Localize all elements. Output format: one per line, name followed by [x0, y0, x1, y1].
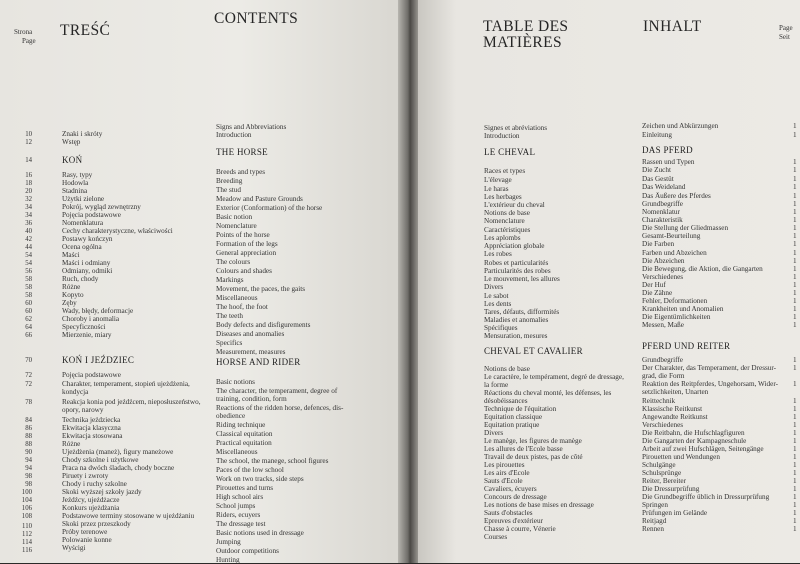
toc-entry-pl: opory, narowy — [62, 406, 104, 414]
toc-entry-de: Rassen und Typen — [642, 158, 695, 166]
toc-entry-de: Fehler, Deformationen — [642, 297, 708, 305]
cropped-page-number: 1 — [793, 356, 797, 364]
toc-entry-pl: Wstęp — [62, 138, 81, 146]
cropped-page-number: 1 — [793, 257, 797, 265]
toc-entry-fr: Les allures de l'Ecole basse — [484, 445, 563, 453]
toc-entry-en: The dressage test — [216, 520, 266, 528]
toc-entry-fr: Les airs d'Ecole — [484, 469, 530, 477]
toc-entry-fr: Les robes — [484, 250, 512, 258]
toc-entry-en: The school, the manege, school figures — [216, 457, 329, 465]
toc-entry-en: Nomenclature — [216, 222, 257, 230]
toc-entry-de: setzlichkeiten, Unarten — [642, 388, 709, 396]
toc-entry-en: training, condition, form — [216, 395, 287, 403]
cropped-page-number: 1 — [793, 525, 797, 533]
toc-entry-pl: Charakter, temperament, stopień ujeżdżenia, — [62, 380, 190, 388]
toc-entry-de: Die Reitbahn, die Hufschlagfiguren — [642, 429, 745, 437]
toc-entry-fr: L'extérieur du cheval — [484, 201, 545, 209]
cropped-page-number: 1 — [793, 240, 797, 248]
section-title-fr: LE CHEVAL — [484, 147, 536, 157]
book-spine — [398, 0, 420, 563]
toc-entry-de: Zeichen und Abkürzungen — [642, 122, 719, 130]
toc-entry-pl: Znaki i skróty — [62, 130, 103, 138]
toc-entry-de: Farben und Abzeichen — [642, 249, 707, 257]
toc-entry-pl: Kopyto — [62, 291, 84, 299]
page-number: 106 — [21, 505, 32, 512]
toc-entry-de: Verschiedenes — [642, 273, 684, 281]
page-number: 54 — [25, 260, 32, 267]
page-number: 40 — [25, 228, 32, 235]
toc-entry-en: Diseases and anomalies — [216, 330, 285, 338]
toc-entry-pl: Hodowla — [62, 179, 89, 187]
page-number: 64 — [25, 324, 32, 331]
cropped-page-number: 1 — [793, 175, 797, 183]
toc-entry-pl: Reakcja konia pod jeźdźcem, nieposłuszeństwo, — [62, 398, 201, 406]
toc-entry-fr: la forme — [484, 381, 509, 389]
cropped-page-number: 1 — [793, 461, 797, 469]
toc-entry-fr: Appréciation globale — [484, 242, 545, 250]
page-number: 44 — [25, 244, 32, 251]
toc-entry-pl: Różne — [62, 440, 81, 448]
toc-entry-fr: Concours de dressage — [484, 493, 547, 501]
toc-entry-de: Grundbegriffe — [642, 356, 683, 364]
toc-entry-de: Die Farben — [642, 240, 675, 248]
page-number: 58 — [25, 292, 32, 299]
cropped-page-number: 1 — [793, 477, 797, 485]
page-number: 32 — [25, 196, 32, 203]
toc-entry-pl: Podstawowe terminy stosowane w ujeżdżaniu — [62, 512, 195, 520]
cropped-page-number: 1 — [793, 183, 797, 191]
toc-entry-fr: Divers — [484, 283, 504, 291]
page-number: 72 — [25, 381, 32, 388]
cropped-page-number: 1 — [793, 469, 797, 477]
toc-entry-fr: Tares, défauts, difformités — [484, 308, 560, 316]
toc-entry-pl: Chody i ruchy szkolne — [62, 480, 127, 488]
section-title-de: DAS PFERD — [642, 145, 693, 155]
heading-matieres: MATIÈRES — [483, 34, 562, 51]
cropped-page-number: 1 — [793, 224, 797, 232]
page-number: 104 — [21, 497, 32, 504]
toc-entry-fr: Le mouvement, les allures — [484, 275, 560, 283]
page-number: 78 — [25, 399, 32, 406]
page-number: 58 — [25, 284, 32, 291]
toc-entry-pl: Stadnina — [62, 187, 88, 195]
toc-entry-en: General appreciation — [216, 249, 277, 257]
toc-entry-pl: Ocena ogólna — [62, 243, 102, 251]
toc-entry-de: Die Grundbegriffe üblich in Dressurprüfung — [642, 493, 770, 501]
cropped-page-number: 1 — [793, 208, 797, 216]
cropped-page-number: 1 — [793, 131, 797, 139]
toc-entry-pl: Praca na dwóch śladach, chody boczne — [62, 464, 175, 472]
toc-entry-fr: Les dents — [484, 300, 512, 308]
toc-entry-pl: Różne — [62, 283, 81, 291]
cropped-page-number: 1 — [793, 453, 797, 461]
toc-entry-pl: Skoki wyższej szkoły jazdy — [62, 488, 142, 496]
toc-entry-fr: Chasse à courre, Vénerie — [484, 525, 556, 533]
toc-entry-de: Verschiedenes — [642, 421, 684, 429]
toc-entry-de: Einleitung — [642, 131, 672, 139]
toc-entry-fr: Travail de deux pistes, pas de côté — [484, 453, 583, 461]
toc-entry-de: Reiter, Bereiter — [642, 477, 687, 485]
toc-entry-en: Body defects and disfigurements — [216, 321, 311, 329]
toc-entry-fr: Les pirouettes — [484, 461, 525, 469]
toc-entry-en: Formation of the legs — [216, 240, 278, 248]
toc-entry-en: Riding technique — [216, 421, 266, 429]
cropped-page-number: 1 — [793, 273, 797, 281]
toc-entry-fr: Divers — [484, 429, 504, 437]
toc-entry-en: Movement, the paces, the gaits — [216, 285, 306, 293]
toc-entry-en: The character, the temperament, degree of — [216, 387, 338, 395]
toc-entry-pl: Skoki przez przeszkody — [62, 520, 131, 528]
cropped-page-number: 1 — [793, 232, 797, 240]
toc-entry-en: Introduction — [216, 131, 252, 139]
toc-entry-de: Die Stellung der Gliedmassen — [642, 224, 729, 232]
toc-entry-en: Colours and shades — [216, 267, 272, 275]
toc-entry-pl: Wady, błędy, deformacje — [62, 307, 134, 315]
toc-entry-de: Gesamt-Beurteilung — [642, 232, 701, 240]
toc-entry-pl: Cechy charakterystyczne, właściwości — [62, 227, 173, 235]
toc-entry-de: Springen — [642, 501, 668, 509]
toc-entry-en: Riders, ecuyers — [216, 511, 261, 519]
toc-entry-en: Basic notions used in dressage — [216, 529, 304, 537]
toc-entry-en: Signs and Abbreviations — [216, 123, 287, 131]
page-number: 100 — [21, 489, 32, 496]
page-number: 114 — [22, 539, 32, 546]
toc-entry-de: Krankheiten und Anomalien — [642, 305, 724, 313]
page-number: 86 — [25, 425, 32, 432]
toc-entry-de: Grundbegriffe — [642, 200, 683, 208]
toc-entry-de: Der Charakter, das Temperament, der Dressur- — [642, 364, 777, 372]
toc-entry-pl: Konkurs ujeżdżania — [62, 504, 120, 512]
toc-entry-en: The teeth — [216, 312, 243, 320]
toc-entry-de: grad, die Form — [642, 372, 685, 380]
section-title-en: HORSE AND RIDER — [216, 357, 301, 367]
page-number: 94 — [25, 457, 32, 464]
toc-entry-pl: Specyficzności — [62, 323, 106, 331]
toc-entry-fr: Introduction — [484, 132, 520, 140]
section-title-pl: KOŃ — [62, 155, 83, 165]
toc-entry-fr: Epreuves d'extérieur — [484, 517, 543, 525]
toc-entry-en: Meadow and Pasture Grounds — [216, 195, 303, 203]
cropped-page-number: 1 — [793, 437, 797, 445]
cropped-page-number: 1 — [793, 445, 797, 453]
toc-entry-en: Specifics — [216, 339, 243, 347]
page-number: 56 — [25, 268, 32, 275]
toc-entry-fr: Caractéristiques — [484, 226, 531, 234]
toc-entry-en: Miscellaneous — [216, 448, 258, 456]
section-title-fr: CHEVAL ET CAVALIER — [484, 346, 583, 356]
page-number: 84 — [25, 417, 32, 424]
cropped-page-number: 1 — [793, 405, 797, 413]
toc-entry-pl: Maści i odmiany — [62, 259, 111, 267]
cropped-page-number: 1 — [793, 192, 797, 200]
heading-tresc: TREŚĆ — [60, 22, 111, 39]
toc-entry-pl: Ujeżdżenia (maneż), figury maneżowe — [62, 448, 174, 456]
cropped-page-number: 1 — [793, 289, 797, 297]
toc-entry-de: Das Weideland — [642, 183, 686, 191]
toc-entry-de: Prüfungen im Gelände — [642, 509, 708, 517]
cropped-page-number: 1 — [793, 313, 797, 321]
toc-entry-pl: Choroby i anomalia — [62, 315, 120, 323]
toc-entry-pl: Maści — [62, 251, 80, 259]
toc-entry-fr: Réactions du cheval monté, les défenses, les — [484, 389, 612, 397]
cropped-page-number: 1 — [793, 429, 797, 437]
toc-entry-en: Markings — [216, 276, 244, 284]
page-number: 60 — [25, 300, 32, 307]
page-number: 14 — [25, 157, 32, 164]
toc-entry-en: Points of the horse — [216, 231, 270, 239]
toc-entry-fr: Particularités des robes — [484, 267, 551, 275]
page-number: 34 — [25, 212, 32, 219]
right-page — [418, 0, 800, 563]
toc-entry-pl: Pojęcia podstawowe — [62, 371, 121, 379]
toc-entry-pl: Technika jeździecka — [62, 416, 121, 424]
cropped-page-number: 1 — [793, 166, 797, 174]
page-number: 12 — [25, 139, 32, 146]
toc-entry-fr: Technique de l'équitation — [484, 405, 557, 413]
page-number: 98 — [25, 473, 32, 480]
toc-entry-de: Die Zucht — [642, 166, 671, 174]
toc-entry-fr: Cavaliers, écuyers — [484, 485, 537, 493]
cropped-page-number: 1 — [793, 517, 797, 525]
toc-entry-en: The colours — [216, 258, 251, 266]
toc-entry-fr: Le caractère, le tempérament, degré de dressage, — [484, 373, 624, 381]
toc-entry-fr: Equitation pratique — [484, 421, 540, 429]
seite-label: Seit — [779, 33, 790, 41]
toc-entry-fr: Sauts d'Ecole — [484, 477, 523, 485]
toc-entry-pl: Odmiany, odmiki — [62, 267, 113, 275]
toc-entry-en: Basic notions — [216, 378, 255, 386]
page-number: 20 — [25, 188, 32, 195]
strona-label: Strona — [14, 28, 33, 36]
toc-entry-de: Die Bewegung, die Aktion, die Gangarten — [642, 265, 763, 273]
toc-entry-fr: Les aplombs — [484, 234, 521, 242]
page-number: 42 — [25, 236, 32, 243]
toc-entry-pl: Ekwitacja stosowana — [62, 432, 123, 440]
toc-entry-pl: Nomenklatura — [62, 219, 104, 227]
toc-entry-en: Paces of the low school — [216, 466, 284, 474]
toc-entry-pl: Ruch, chody — [62, 275, 99, 283]
toc-entry-pl: Pokrój, wygląd zewnętrzny — [62, 203, 141, 211]
page-number: 98 — [25, 481, 32, 488]
cropped-page-number: 1 — [793, 122, 797, 130]
page-number: 112 — [22, 531, 32, 538]
page-number: 60 — [25, 308, 32, 315]
toc-entry-fr: Les notions de base mises en dressage — [484, 501, 594, 509]
cropped-page-number: 1 — [793, 281, 797, 289]
toc-entry-pl: Mierzenie, miary — [62, 331, 112, 339]
section-title-en: THE HORSE — [216, 147, 268, 157]
toc-entry-en: Basic notion — [216, 213, 253, 221]
toc-entry-pl: Chody szkolne i użytkowe — [62, 456, 139, 464]
cropped-page-number: 1 — [793, 200, 797, 208]
toc-entry-de: Die Eigentümlichkeiten — [642, 313, 711, 321]
toc-entry-de: Reittechnik — [642, 397, 676, 405]
toc-entry-fr: Signes et abréviations — [484, 124, 548, 132]
toc-entry-pl: Piruety i zwroty — [62, 472, 109, 480]
toc-entry-de: Reaktion des Reitpferdes, Ungehorsam, Wider- — [642, 380, 778, 388]
toc-entry-fr: Le sabot — [484, 292, 509, 300]
toc-entry-en: Outdoor competitions — [216, 547, 279, 555]
page-number: 94 — [25, 465, 32, 472]
page-number: 62 — [25, 316, 32, 323]
cropped-page-number: 1 — [793, 297, 797, 305]
toc-entry-de: Schulsprünge — [642, 469, 682, 477]
toc-entry-de: Das Äußere des Pferdes — [642, 192, 711, 200]
toc-entry-fr: Maladies et anomalies — [484, 316, 549, 324]
page-label-left: Page — [22, 37, 36, 45]
toc-entry-pl: kondycja — [62, 388, 89, 396]
page-number: 116 — [22, 547, 32, 554]
toc-entry-fr: Les herbages — [484, 193, 522, 201]
toc-entry-pl: Jeźdźcy, ujeżdżacze — [62, 496, 120, 504]
toc-entry-de: Reitjagd — [642, 517, 667, 525]
toc-entry-en: Measurement, measures — [216, 348, 286, 356]
toc-entry-en: Miscellaneous — [216, 294, 258, 302]
toc-entry-fr: Equitation classique — [484, 413, 543, 421]
cropped-page-number: 1 — [793, 380, 797, 388]
toc-entry-fr: Notions de base — [484, 209, 530, 217]
cropped-page-number: 1 — [793, 413, 797, 421]
toc-entry-pl: Pojęcia podstawowe — [62, 211, 121, 219]
cropped-page-number: 1 — [793, 321, 797, 329]
heading-contents: CONTENTS — [214, 10, 299, 27]
cropped-page-number: 1 — [793, 364, 797, 372]
toc-entry-fr: Races et types — [484, 167, 526, 175]
page-number: 36 — [25, 220, 32, 227]
toc-entry-en: Jumping — [216, 538, 241, 546]
cropped-page-number: 1 — [793, 485, 797, 493]
toc-entry-de: Der Huf — [642, 281, 666, 289]
page-label-right: Page — [779, 24, 793, 32]
toc-entry-fr: L'élevage — [484, 176, 512, 184]
cropped-page-number: 1 — [793, 493, 797, 501]
toc-entry-de: Angewandte Reitkunst — [642, 413, 708, 421]
toc-entry-fr: Notions de base — [484, 365, 530, 373]
toc-entry-en: The hoof, the foot — [216, 303, 268, 311]
toc-entry-fr: désobéissances — [484, 397, 528, 405]
toc-entry-fr: Mensuration, mesures — [484, 332, 548, 340]
page-number: 90 — [25, 449, 32, 456]
toc-entry-fr: Le manège, les figures de manège — [484, 437, 582, 445]
toc-entry-pl: Zęby — [62, 299, 77, 307]
toc-entry-pl: Wyścigi — [62, 544, 86, 552]
page-number: 72 — [25, 372, 32, 379]
toc-entry-en: Pirouettes and turns — [216, 484, 274, 492]
cropped-page-number: 1 — [793, 421, 797, 429]
toc-entry-en: Breeding — [216, 177, 243, 185]
toc-entry-de: Die Dressurprüfung — [642, 485, 700, 493]
toc-entry-de: Die Gangarten der Kampagneschule — [642, 437, 747, 445]
cropped-page-number: 1 — [793, 216, 797, 224]
page-number: 70 — [25, 357, 32, 364]
cropped-page-number: 1 — [793, 509, 797, 517]
page-number: 58 — [25, 276, 32, 283]
toc-entry-de: Rennen — [642, 525, 664, 533]
toc-entry-fr: Spécifiques — [484, 324, 518, 332]
cropped-page-number: 1 — [793, 249, 797, 257]
toc-entry-fr: Nomenclature — [484, 217, 525, 225]
toc-entry-de: Messen, Maße — [642, 321, 684, 329]
page-number: 34 — [25, 204, 32, 211]
toc-entry-de: Das Gestüt — [642, 175, 674, 183]
page-number: 10 — [25, 131, 32, 138]
cropped-page-number: 1 — [793, 397, 797, 405]
cropped-page-number: 1 — [793, 501, 797, 509]
toc-entry-pl: Próby terenowe — [62, 528, 108, 536]
toc-entry-fr: Robes et particularités — [484, 259, 549, 267]
toc-entry-en: School jumps — [216, 502, 256, 510]
toc-entry-pl: Użytki zielone — [62, 195, 105, 203]
page-number: 88 — [25, 441, 32, 448]
toc-entry-en: Exterior (Conformation) of the horse — [216, 204, 323, 212]
toc-entry-en: Classical equitation — [216, 430, 273, 438]
cropped-page-number: 1 — [793, 265, 797, 273]
heading-table-des: TABLE DES — [483, 18, 569, 35]
page-number: 18 — [25, 180, 32, 187]
toc-entry-pl: Rasy, typy — [62, 171, 93, 179]
toc-entry-en: Work on two tracks, side steps — [216, 475, 304, 483]
section-title-pl: KOŃ I JEŹDZIEC — [62, 355, 135, 365]
left-page — [0, 0, 400, 563]
toc-entry-de: Pirouetten und Wendungen — [642, 453, 720, 461]
section-title-de: PFERD UND REITER — [642, 341, 731, 351]
toc-entry-en: Hunting — [216, 556, 240, 564]
page-number: 54 — [25, 252, 32, 259]
toc-entry-de: Die Zähne — [642, 289, 673, 297]
toc-entry-pl: Polowanie konne — [62, 536, 112, 544]
toc-entry-de: Klassische Reitkunst — [642, 405, 703, 413]
toc-entry-pl: Postawy kończyn — [62, 235, 113, 243]
heading-inhalt: INHALT — [643, 18, 702, 35]
page-number: 16 — [25, 172, 32, 179]
toc-entry-fr: Courses — [484, 533, 508, 541]
toc-entry-de: Die Abzeichen — [642, 257, 685, 265]
toc-entry-en: High school airs — [216, 493, 264, 501]
toc-entry-de: Schulgänge — [642, 461, 676, 469]
toc-entry-de: Arbeit auf zwei Hufschlägen, Seitengänge — [642, 445, 764, 453]
toc-entry-en: Practical equitation — [216, 439, 272, 447]
toc-entry-de: Charakteristik — [642, 216, 683, 224]
page-number: 88 — [25, 433, 32, 440]
toc-entry-en: Breeds and types — [216, 168, 266, 176]
toc-entry-en: Reactions of the ridden horse, defences, dis- — [216, 404, 344, 412]
toc-entry-fr: Sauts d'obstacles — [484, 509, 533, 517]
cropped-page-number: 1 — [793, 158, 797, 166]
toc-entry-en: The stud — [216, 186, 241, 194]
toc-entry-en: obedience — [216, 412, 246, 420]
toc-entry-de: Nomenklatur — [642, 208, 680, 216]
cropped-page-number: 1 — [793, 305, 797, 313]
toc-entry-fr: Le haras — [484, 185, 509, 193]
toc-entry-pl: Ekwitacja klasyczna — [62, 424, 121, 432]
page-number: 66 — [25, 332, 32, 339]
page-number: 110 — [22, 523, 32, 530]
page-number: 108 — [21, 513, 32, 520]
